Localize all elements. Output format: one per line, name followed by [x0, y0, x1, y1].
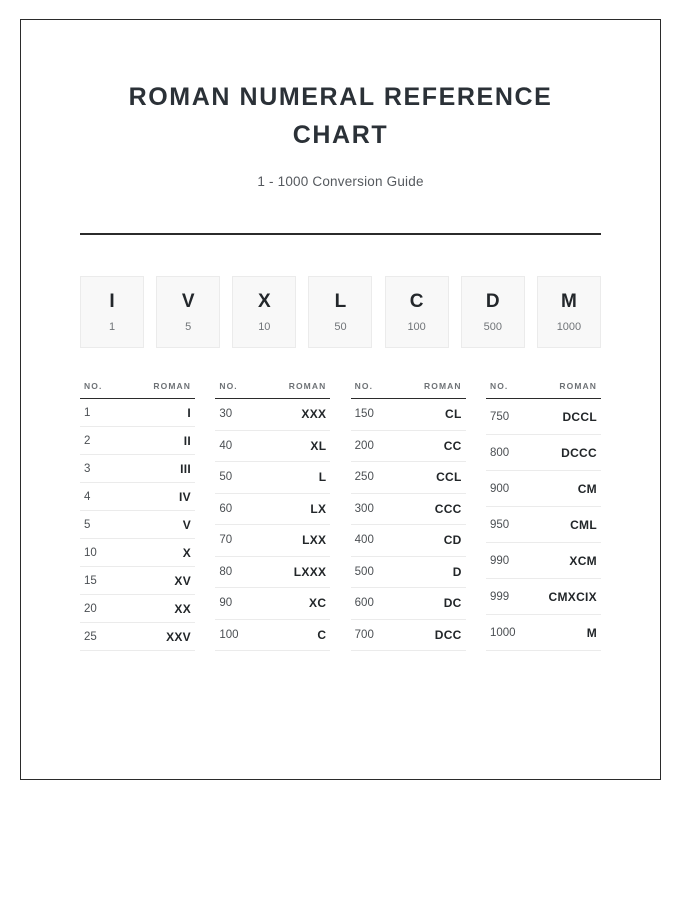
row-number: 999: [489, 590, 510, 603]
row-roman: III: [180, 461, 191, 476]
row-roman: XC: [309, 596, 327, 611]
row-number: 500: [354, 565, 374, 578]
row-roman: L: [318, 470, 327, 485]
table-row[interactable]: [486, 543, 601, 579]
row-number: 100: [219, 628, 239, 641]
row-roman: I: [187, 405, 191, 420]
table-row[interactable]: [215, 620, 330, 652]
table-row[interactable]: [80, 539, 195, 567]
row-number: 60: [219, 502, 233, 515]
row-number: 5: [84, 518, 91, 531]
key-card-l[interactable]: [308, 276, 372, 348]
row-roman: XL: [310, 438, 327, 453]
table-row[interactable]: [80, 567, 195, 595]
row-roman: XCM: [569, 553, 597, 568]
row-roman: DCCL: [562, 409, 597, 424]
column-header-roman: ROMAN: [559, 381, 597, 391]
key-card-value: 1000: [556, 320, 582, 333]
table-row[interactable]: [351, 462, 466, 494]
key-card-symbol: L: [334, 290, 347, 312]
column-header-number: NO.: [354, 381, 374, 391]
row-roman: X: [182, 545, 191, 560]
row-number: 50: [219, 471, 233, 484]
table-row[interactable]: [80, 455, 195, 483]
row-number: 15: [84, 574, 97, 587]
row-roman: D: [452, 564, 462, 579]
column-header-roman: ROMAN: [288, 381, 327, 391]
table-row[interactable]: [215, 494, 330, 526]
key-card-symbol: C: [409, 290, 424, 312]
row-roman: CC: [443, 438, 462, 453]
table-row[interactable]: [80, 511, 195, 539]
row-number: 4: [84, 490, 91, 503]
row-number: 600: [354, 597, 374, 610]
table-row[interactable]: [351, 588, 466, 620]
row-roman: LXX: [302, 533, 327, 548]
key-card-i[interactable]: [80, 276, 144, 348]
key-card-symbol: V: [181, 290, 195, 312]
row-number: 900: [489, 482, 510, 495]
column-body: [486, 399, 601, 651]
row-roman: CD: [443, 533, 462, 548]
column-header-number: NO.: [219, 381, 238, 391]
table-row[interactable]: [215, 399, 330, 431]
row-number: 800: [489, 446, 510, 459]
column-header: [486, 381, 601, 399]
table-row[interactable]: [351, 620, 466, 652]
key-card-c[interactable]: [385, 276, 449, 348]
table-row[interactable]: [351, 399, 466, 431]
key-card-value: 100: [407, 320, 426, 333]
header-divider: [80, 233, 601, 235]
row-number: 40: [219, 439, 233, 452]
key-card-value: 50: [334, 320, 347, 333]
key-card-d[interactable]: [461, 276, 525, 348]
row-number: 30: [219, 408, 233, 421]
row-number: 20: [84, 602, 97, 615]
row-roman: XV: [174, 573, 191, 588]
row-roman: M: [586, 625, 597, 640]
row-number: 10: [84, 546, 97, 559]
page-subtitle: 1 - 1000 Conversion Guide: [257, 174, 424, 189]
row-roman: DCCC: [561, 445, 597, 460]
row-roman: CMXCIX: [548, 589, 597, 604]
row-number: 25: [84, 630, 97, 643]
row-number: 150: [354, 408, 374, 421]
key-symbols-row: [80, 276, 601, 348]
table-row[interactable]: [215, 462, 330, 494]
page-frame: [20, 19, 661, 780]
key-card-symbol: X: [257, 290, 271, 312]
row-number: 950: [489, 518, 510, 531]
row-number: 1000: [489, 626, 516, 639]
table-row[interactable]: [486, 399, 601, 435]
key-card-symbol: D: [485, 290, 500, 312]
column-header: [215, 381, 330, 399]
table-row[interactable]: [351, 557, 466, 589]
column-header: [80, 381, 195, 399]
column-header-number: NO.: [489, 381, 509, 391]
column-body: [351, 399, 466, 651]
row-roman: XXV: [166, 629, 191, 644]
conversion-column-3: [351, 381, 466, 651]
row-number: 400: [354, 534, 374, 547]
column-header-roman: ROMAN: [153, 381, 191, 391]
key-card-symbol: M: [561, 290, 577, 312]
key-card-value: 10: [258, 320, 271, 333]
table-row[interactable]: [80, 623, 195, 651]
table-row[interactable]: [486, 471, 601, 507]
key-card-symbol: I: [109, 290, 115, 312]
table-row[interactable]: [486, 615, 601, 651]
row-roman: LXXX: [293, 564, 327, 579]
row-number: 1: [84, 406, 91, 419]
conversion-column-1: [80, 381, 195, 651]
row-roman: XXX: [301, 407, 327, 422]
key-card-value: 5: [185, 320, 192, 333]
table-row[interactable]: [215, 588, 330, 620]
chart-header: [21, 20, 660, 189]
table-row[interactable]: [351, 431, 466, 463]
table-row[interactable]: [486, 507, 601, 543]
table-row[interactable]: [351, 494, 466, 526]
row-roman: CM: [577, 481, 597, 496]
key-card-v[interactable]: [156, 276, 220, 348]
key-card-x[interactable]: [232, 276, 296, 348]
row-roman: CML: [570, 517, 597, 532]
row-number: 2: [84, 434, 91, 447]
row-roman: DC: [443, 596, 462, 611]
table-row[interactable]: [215, 431, 330, 463]
row-number: 700: [354, 628, 374, 641]
column-body: [215, 399, 330, 651]
table-row[interactable]: [351, 525, 466, 557]
table-row[interactable]: [486, 435, 601, 471]
row-roman: II: [183, 433, 191, 448]
row-number: 990: [489, 554, 510, 567]
column-header: [351, 381, 466, 399]
table-row[interactable]: [80, 595, 195, 623]
conversion-column-2: [215, 381, 330, 651]
row-roman: CCC: [434, 501, 462, 516]
row-roman: DCC: [434, 627, 462, 642]
row-number: 200: [354, 439, 374, 452]
row-number: 90: [219, 597, 233, 610]
table-row[interactable]: [215, 557, 330, 589]
row-roman: CCL: [436, 470, 462, 485]
row-roman: IV: [179, 489, 191, 504]
page-title: ROMAN NUMERAL REFERENCE CHART: [128, 83, 553, 149]
row-roman: LX: [310, 501, 327, 516]
column-header-number: NO.: [84, 381, 103, 391]
conversion-column-4: [486, 381, 601, 651]
key-card-value: 1: [108, 320, 116, 333]
column-body: [80, 399, 195, 651]
table-row[interactable]: [486, 579, 601, 615]
table-row[interactable]: [80, 427, 195, 455]
table-row[interactable]: [215, 525, 330, 557]
row-roman: CL: [445, 407, 462, 422]
row-number: 70: [219, 534, 233, 547]
row-number: 3: [84, 462, 91, 475]
row-roman: C: [317, 627, 327, 642]
column-header-roman: ROMAN: [424, 381, 462, 391]
key-card-m[interactable]: [537, 276, 601, 348]
row-roman: V: [182, 517, 191, 532]
conversion-tables: [80, 381, 601, 651]
row-number: 250: [354, 471, 374, 484]
table-row[interactable]: [80, 399, 195, 427]
row-roman: XX: [174, 601, 191, 616]
row-number: 750: [489, 410, 510, 423]
table-row[interactable]: [80, 483, 195, 511]
key-card-value: 500: [483, 320, 502, 333]
row-number: 80: [219, 565, 233, 578]
row-number: 300: [354, 502, 374, 515]
